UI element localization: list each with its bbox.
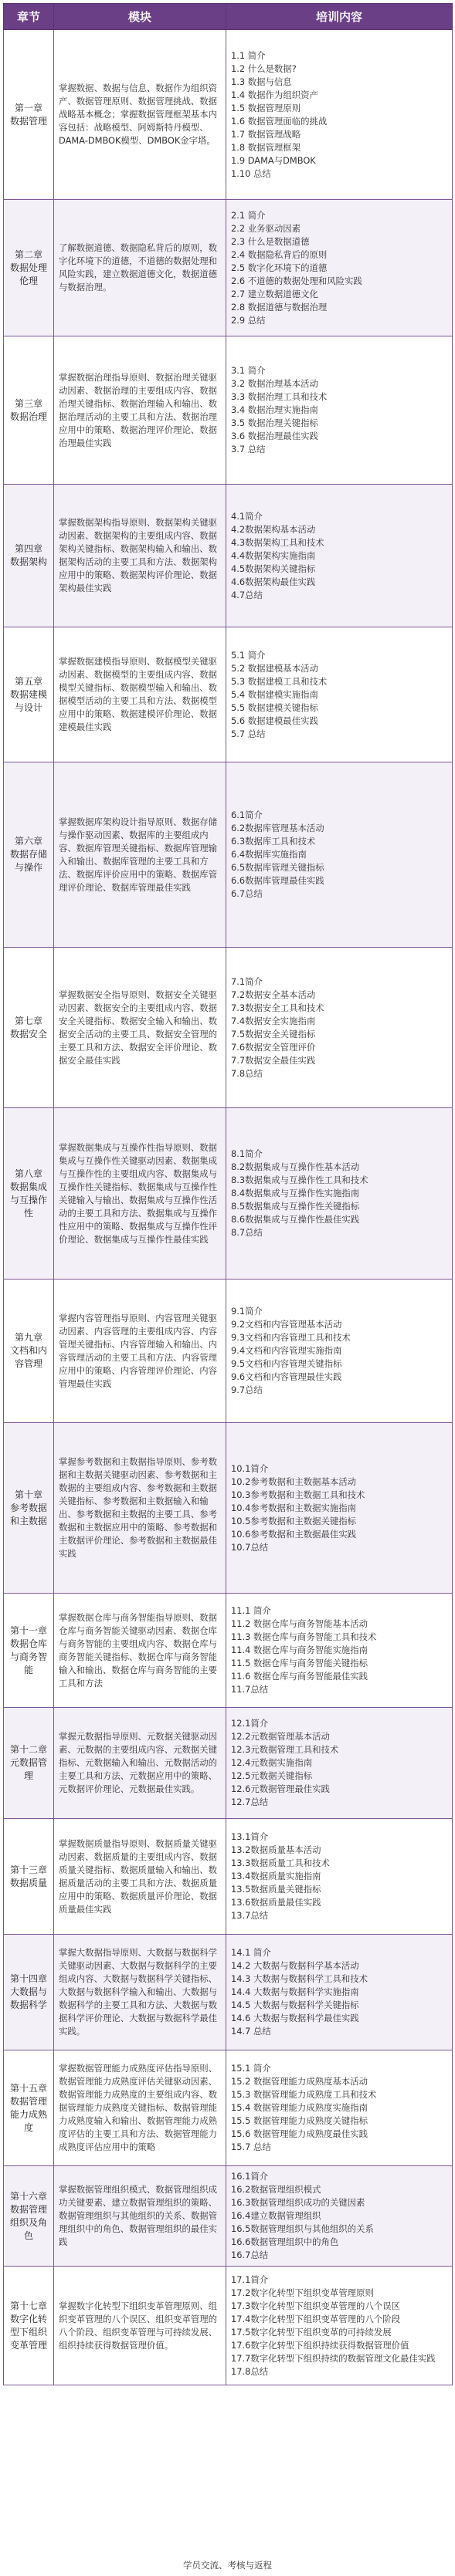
content-item: 7.4数据安全实施指南 [231,1015,316,1026]
table-body [4,30,453,2385]
content-item: 7.1简介 [231,975,263,987]
content-item: 6.2数据库管理基本活动 [231,823,324,833]
content-item: 1.10 总结 [231,167,271,179]
content-item: 9.5文档和内容管理关键指标 [231,1358,342,1369]
content-item: 1.1 简介 [231,49,266,61]
content-item: 11.3 数据仓库与商务智能工具和技术 [231,1631,377,1642]
chapter-line: 数据质量 [9,1877,47,1888]
content-item: 8.3数据集成与互操作性工具和技术 [231,1175,368,1185]
content-item: 7.7数据安全最佳实践 [231,1054,316,1066]
content-item: 8.7总结 [231,1227,263,1238]
content-item: 15.5 数据管理能力成熟度关键指标 [231,2115,368,2126]
content-item: 7.2数据安全基本活动 [231,989,316,1000]
chapter-line: 第九章 [14,1332,42,1343]
content-item: 7.8总结 [231,1067,263,1079]
content-item: 6.5数据库管理关键指标 [231,862,324,873]
chapter-line: 型下组织 [9,2326,47,2338]
content-item: 8.2数据集成与互操作性基本活动 [231,1161,360,1172]
module-cell: 掌握数据质量指导原则、数据质量关键驱动因素、数据质量的主要组成内容、数据质量关键指标、数据质量输入和输出、数据质量活动的主要工具和方法、数据质量应用中的策略、数据质量评价理论、数据质量最佳实践 [54,1819,226,1935]
content-item: 17.6数字化转型下组织持续获得数据管理价值 [231,2339,409,2351]
module-cell: 掌握数据库架构设计指导原则、数据存储与操作驱动因素、数据库的主要组成内容、数据库管理关键指标、数据库管理输入和输出、数据库管理的主要工具和方法、数据库评价应用中的策略、数据库管理评价理论、数据库管理最佳实践 [54,762,226,948]
module-cell: 掌握数据集成与互操作性指导原则、数据集成与互操作性关键驱动因素、数据集成与互操作性的主要组成内容、数据集成与互操作性关键指标、数据集成与互操作性关键输入与输出、数据集成与互操作性活动的主要工具和方法、数据集成与互操作性应用中的策略、数据集成与互操作性评价理论、数据集成与互操作性最佳实践 [54,1108,226,1280]
content-item: 2.2 业务驱动因素 [231,222,301,234]
content-item: 2.3 什么是数据道德 [231,235,310,247]
chapter-cell [4,2267,54,2385]
content-item: 10.2参考数据和主数据基本活动 [231,1476,357,1487]
content-item: 10.3参考数据和主数据工具和技术 [231,1489,365,1500]
content-item: 12.1简介 [231,1718,269,1729]
content-item: 12.7总结 [231,1797,269,1807]
chapter-cell [4,948,54,1108]
content-item: 17.8总结 [231,2365,269,2377]
training-table [3,3,453,2385]
content-item: 3.6 数据治理最佳实践 [231,431,318,441]
content-item: 2.9 总结 [231,314,266,326]
table-row [4,1935,453,2050]
content-item: 11.1 简介 [231,1605,271,1616]
content-item: 2.8 数据道德与数据治理 [231,301,328,313]
content-item: 13.7总结 [231,1910,269,1921]
chapter-line: 能 [23,1664,33,1675]
table-row [4,2267,453,2385]
content-item: 16.7总结 [231,2250,269,2260]
content-item: 4.6数据架构最佳实践 [231,576,316,587]
content-item: 17.1简介 [231,2273,269,2285]
chapter-cell [4,1708,54,1819]
table-row [4,1819,453,1935]
content-item: 11.6 数据仓库与商务智能最佳实践 [231,1671,368,1682]
content-item: 12.6元数据管理最佳实践 [231,1783,330,1794]
chapter-line: 第十一章 [9,1624,47,1636]
table-row [4,2166,453,2267]
content-cell [226,1280,453,1423]
chapter-cell [4,336,54,485]
module-cell: 掌握参考数据和主数据指导原则、参考数据和主数据关键驱动因素、参考数据和主数据的主要组成内容、参考数据和主数据关键指标、参考数据和主数据输入和输出、参考数据和主数据的主要工具、参考数据和主数据应用中的策略、参考数据和主数据评价理论、参考数据和主数据最佳实践 [54,1423,226,1594]
table-row [4,485,453,627]
content-item: 10.7总结 [231,1541,269,1553]
content-cell [226,1935,453,2050]
content-item: 10.5参考数据和主数据关键指标 [231,1515,357,1526]
module-cell: 掌握数据仓库与商务智能指导原则、数据仓库与商务智能关键驱动因素、数据仓库与商务智能的主要组成内容、数据仓库与商务智能关键指标、数据仓库与商务智能输入和输出、数据仓库与商务智能的主要工具和方法 [54,1594,226,1708]
content-item: 4.7总结 [231,589,263,600]
content-item: 9.3文档和内容管理工具和技术 [231,1332,351,1343]
chapter-cell [4,627,54,762]
content-item: 11.4 数据仓库与商务智能实施指南 [231,1645,368,1655]
content-item: 3.1 简介 [231,365,266,376]
chapter-line: 度 [23,2121,33,2133]
chapter-line: 伦理 [19,275,38,286]
content-item: 15.7 总结 [231,2142,271,2152]
content-item: 16.4建立数据管理组织 [231,2210,321,2221]
chapter-line: 色 [23,2229,33,2241]
chapter-cell [4,2050,54,2166]
chapter-cell [4,2166,54,2267]
table-row [4,30,453,200]
content-item: 13.6数据质量最佳实践 [231,1897,321,1908]
content-item: 11.7总结 [231,1684,269,1695]
chapter-line: 数据科学 [9,2000,47,2010]
content-item: 16.2数据管理组织模式 [231,2184,321,2195]
content-item: 15.3 数据管理能力成熟度工具和技术 [231,2089,377,2100]
chapter-line: 文档和内 [9,1345,47,1356]
content-item: 9.7总结 [231,1384,263,1395]
module-cell: 掌握数据安全指导原则、数据安全关键驱动因素、数据安全的主要组成内容、数据安全关键指标、数据安全输入和输出、数据安全活动的主要工具、数据安全管理的主要工具和方法、数据安全评价理论、数据安全最佳实践 [54,948,226,1108]
content-item: 3.2 数据治理基本活动 [231,378,318,389]
chapter-line: 数据治理 [9,411,47,422]
content-item: 9.4文档和内容管理实施指南 [231,1345,342,1356]
chapter-line: 数据架构 [9,556,47,567]
chapter-line: 数据建模 [9,688,47,700]
table-header-row [4,4,453,30]
chapter-line: 第十章 [14,1489,42,1500]
table-row [4,762,453,948]
content-item: 3.3 数据治理工具和技术 [231,391,328,402]
chapter-line: 数据安全 [9,1028,47,1040]
table-row [4,1594,453,1708]
chapter-line: 第十六章 [9,2190,47,2202]
content-item: 2.5 数字化环境下的道德 [231,262,328,273]
content-item: 9.2文档和内容管理基本活动 [231,1319,342,1330]
chapter-line: 和主数据 [9,1515,47,1526]
content-item: 5.7 总结 [231,728,266,739]
content-item: 3.4 数据治理实施指南 [231,404,318,415]
content-item: 17.4数字化转型下组织变革管理的八个阶段 [231,2313,401,2324]
header-module: 模块 [54,4,226,30]
content-item: 3.5 数据治理关键指标 [231,418,318,428]
module-cell: 掌握数据治理指导原则、数据治理关键驱动因素、数据治理的主要组成内容、数据治理关键指标、数据治理输入和输出、数据治理活动的主要工具和方法、数据治理应用中的策略、数据治理评价理论、数据治理最佳实践 [54,336,226,485]
content-cell [226,2166,453,2267]
chapter-cell [4,1819,54,1935]
chapter-line: 第六章 [14,836,42,847]
module-cell: 掌握数据建模指导原则、数据模型关键驱动因素、数据模型的主要组成内容、数据模型关键指标、数据模型输入和输出、数据模型活动的主要工具和方法、数据模型应用中的策略、数据建模评价理论、数据建模最佳实践 [54,627,226,762]
chapter-line: 第五章 [14,675,42,687]
content-item: 16.1简介 [231,2171,269,2182]
content-item: 5.2 数据建模基本活动 [231,662,318,674]
content-cell [226,762,453,948]
content-item: 13.1简介 [231,1831,269,1842]
chapter-line: 数据管理 [9,115,47,127]
content-item: 1.7 数据管理战略 [231,128,301,140]
content-item: 5.6 数据建模最佳实践 [231,715,318,726]
content-item: 15.6 数据管理能力成熟度最佳实践 [231,2128,368,2139]
module-cell: 掌握数字化转型下组织变革管理原则、组织变革管理的八个误区、组织变革管理的八个阶段、组织变革管理与可持续发展、组织持续获得数据管理价值。 [54,2267,226,2385]
content-item: 3.7 总结 [231,444,266,455]
chapter-line: 数据管理 [9,2203,47,2215]
chapter-cell [4,30,54,200]
content-item: 17.5数字化转型下组织变革的可持续发展 [231,2326,392,2338]
content-item: 7.5数据安全关键指标 [231,1028,316,1040]
chapter-cell [4,1935,54,2050]
content-item: 8.4数据集成与互操作性实施指南 [231,1188,360,1198]
content-item: 2.7 建立数据道德文化 [231,288,318,299]
content-item: 2.4 数据隐私背后的原则 [231,248,328,260]
content-item: 8.1简介 [231,1148,263,1159]
chapter-line: 与操作 [14,862,42,873]
content-cell [226,2050,453,2166]
content-item: 14.5 大数据与数据科学关键指标 [231,2000,359,2010]
content-item: 10.6参考数据和主数据最佳实践 [231,1528,357,1540]
chapter-line: 组织及角 [9,2216,47,2228]
content-cell [226,1423,453,1594]
content-item: 16.5数据管理组织与其他组织的关系 [231,2223,374,2234]
content-item: 13.3数据质量工具和技术 [231,1858,330,1868]
content-item: 8.6数据集成与互操作性最佳实践 [231,1214,360,1225]
chapter-cell [4,1423,54,1594]
content-item: 12.4元数据实施指南 [231,1757,313,1768]
content-cell [226,1819,453,1935]
content-item: 4.2数据架构基本活动 [231,523,316,535]
chapter-line: 参考数据 [9,1502,47,1513]
chapter-line: 第十五章 [9,2082,47,2094]
content-item: 7.3数据安全工具和技术 [231,1002,324,1013]
table-row [4,1108,453,1280]
module-cell: 掌握数据管理组织模式、数据管理组织成功关键要素、建立数据管理组织的策略、数据管理组织与其他组织的关系、数据管理组织中的角色、数据管理组织的最佳实践 [54,2166,226,2267]
content-item: 17.2数字化转型下组织变革管理原则 [231,2287,374,2298]
chapter-line: 元数据管 [9,1757,47,1768]
chapter-line: 数据集成 [9,1181,47,1192]
chapter-line: 数据处理 [9,262,47,273]
chapter-line: 与设计 [14,701,42,713]
content-item: 11.5 数据仓库与商务智能关键指标 [231,1658,368,1668]
content-item: 13.5数据质量关键指标 [231,1884,321,1895]
content-item: 1.3 数据与信息 [231,76,292,87]
footer-note: 学员交流、考核与返程 [183,2560,272,2571]
table-row [4,336,453,485]
content-item: 1.8 数据管理框架 [231,141,301,153]
chapter-line: 第四章 [14,543,42,554]
chapter-line: 能力成熟 [9,2108,47,2120]
chapter-cell [4,200,54,336]
content-item: 6.7总结 [231,888,263,899]
content-item: 16.6数据管理组织中的角色 [231,2236,339,2247]
module-cell: 掌握数据架构指导原则、数据架构关键驱动因素、数据架构的主要组成内容、数据架构关键指标、数据架构输入和输出、数据架构活动的主要工具和方法、数据架构应用中的策略、数据架构评价理论、数据架构最佳实践 [54,485,226,627]
content-item: 7.6数据安全管理评价 [231,1041,316,1053]
content-item: 8.5数据集成与互操作性关键指标 [231,1201,360,1212]
content-item: 1.9 DAMA与DMBOK [231,154,316,166]
content-item: 4.5数据架构关键指标 [231,563,316,574]
header-chapter: 章节 [4,4,54,30]
content-item: 9.6文档和内容管理最佳实践 [231,1371,342,1382]
content-item: 4.1简介 [231,510,263,522]
content-item: 14.3 大数据与数据科学工具和技术 [231,1973,368,1984]
content-item: 6.3数据库工具和技术 [231,836,316,847]
content-item: 10.1简介 [231,1462,269,1474]
content-item: 1.6 数据管理面临的挑战 [231,115,328,127]
chapter-line: 理 [23,1770,33,1781]
chapter-line: 第十三章 [9,1864,47,1875]
table-row [4,2050,453,2166]
chapter-cell [4,485,54,627]
table-row [4,948,453,1108]
module-cell: 了解数据道德、数据隐私背后的原则，数字化环境下的道德，不道德的数据处理和风险实践，建立数据道德文化，数据道德与数据治理。 [54,200,226,336]
content-item: 16.3数据管理组织成功的关键因素 [231,2197,365,2208]
content-item: 15.1 简介 [231,2063,271,2074]
chapter-line: 第八章 [14,1168,42,1179]
content-cell [226,485,453,627]
module-cell: 掌握大数据指导原则、大数据与数据科学关键驱动因素、大数据与数据科学的主要组成内容、大数据与数据科学关键指标、大数据与数据科学输入和输出、大数据与数据科学的主要工具和方法、大数据与数据科学评价理论、大数据与数据科学最佳实践。 [54,1935,226,2050]
content-item: 5.1 简介 [231,649,266,661]
content-item: 6.6数据库管理最佳实践 [231,875,324,886]
chapter-line: 数据存储 [9,849,47,860]
chapter-line: 数据仓库 [9,1638,47,1649]
module-cell: 掌握内容管理指导原则、内容管理关键驱动因素、内容管理的主要组成内容、内容管理关键指标、内容管理输入和输出、内容管理活动的主要工具和方法、内容管理应用中的策略、内容管理评价理论、内容管理最佳实践 [54,1280,226,1423]
content-item: 1.5 数据管理原则 [231,102,301,113]
chapter-line: 第三章 [14,397,42,409]
content-item: 12.3元数据管理工具和技术 [231,1744,339,1755]
content-cell [226,2267,453,2385]
chapter-line: 性 [23,1207,33,1219]
table-row [4,1280,453,1423]
content-item: 17.3数字化转型下组织变革管理的八个误区 [231,2300,401,2311]
chapter-line: 与商务智 [9,1651,47,1662]
content-item: 1.4 数据作为组织资产 [231,89,318,100]
content-item: 9.1简介 [231,1306,263,1317]
content-item: 14.1 简介 [231,1947,271,1958]
content-item: 5.3 数据建模工具和技术 [231,675,328,687]
content-cell [226,30,453,200]
chapter-cell [4,762,54,948]
table-row [4,1423,453,1594]
content-item: 13.2数据质量基本活动 [231,1844,321,1855]
content-cell [226,627,453,762]
content-item: 14.6 大数据与数据科学最佳实践 [231,2013,359,2023]
content-item: 2.1 简介 [231,209,266,221]
content-item: 2.6 不道德的数据处理和风险实践 [231,275,362,286]
content-item: 15.4 数据管理能力成熟度实施指南 [231,2102,368,2113]
content-item: 10.4参考数据和主数据实施指南 [231,1502,357,1513]
chapter-line: 数字化转 [9,2313,47,2324]
header-content: 培训内容 [226,4,453,30]
chapter-line: 第二章 [14,248,42,260]
module-cell: 掌握数据、数据与信息、数据作为组织资产、数据管理原则、数据管理挑战、数据战略基本概念；掌握数据管理框架基本内容包括：战略模型、阿姆斯特丹模型、DAMA-DMBOK模型、DMBOK金字塔。 [54,30,226,200]
table-row [4,1708,453,1819]
content-cell [226,1594,453,1708]
content-item: 4.3数据架构工具和技术 [231,536,324,548]
content-item: 5.5 数据建模关键指标 [231,701,318,713]
content-item: 1.2 什么是数据? [231,63,297,74]
content-item: 6.4数据库实施指南 [231,849,307,860]
chapter-line: 第一章 [14,102,42,113]
content-item: 5.4 数据建模实施指南 [231,688,318,700]
content-cell [226,1708,453,1819]
content-cell [226,1108,453,1280]
content-item: 12.5元数据关键指标 [231,1770,313,1781]
chapter-cell [4,1280,54,1423]
chapter-line: 第七章 [14,1015,42,1026]
content-item: 6.1简介 [231,810,263,820]
table-row [4,200,453,336]
chapter-cell [4,1108,54,1280]
content-item: 14.7 总结 [231,2026,271,2037]
chapter-line: 第十四章 [9,1973,47,1984]
content-item: 11.2 数据仓库与商务智能基本活动 [231,1618,368,1629]
content-item: 15.2 数据管理能力成熟度基本活动 [231,2076,368,2087]
chapter-line: 第十七章 [9,2300,47,2311]
chapter-line: 容管理 [14,1358,42,1369]
content-item: 4.4数据架构实施指南 [231,549,316,561]
chapter-line: 第十二章 [9,1744,47,1755]
module-cell: 掌握数据管理能力成熟度评估指导原则、数据管理能力成熟度评估关键驱动因素、数据管理能力成熟度的主要组成内容、数据管理能力成熟度关键指标、数据管理能力成熟度输入和输出、数据管理能力成熟度评估的主要工具和方法、数据管理能力成熟度评估应用中的策略 [54,2050,226,2166]
chapter-line: 与互操作 [9,1194,47,1205]
content-item: 12.2元数据管理基本活动 [231,1731,330,1742]
chapter-line: 大数据与 [9,1986,47,1997]
content-item: 14.2 大数据与数据科学基本活动 [231,1960,359,1971]
content-cell [226,948,453,1108]
table-row [4,627,453,762]
module-cell: 掌握元数据指导原则、元数据关键驱动因素、元数据的主要组成内容、元数据关键指标、元数据输入和输出、元数据活动的主要工具和方法、元数据应用中的策略、元数据评价理论、元数据最佳实践。 [54,1708,226,1819]
content-cell [226,200,453,336]
chapter-line: 数据管理 [9,2095,47,2107]
content-item: 14.4 大数据与数据科学实施指南 [231,1986,359,1997]
content-item: 17.7数字化转型下组织持续的数据管理文化最佳实践 [231,2352,436,2364]
chapter-cell [4,1594,54,1708]
chapter-line: 变革管理 [9,2339,47,2351]
content-item: 13.4数据质量实施指南 [231,1871,321,1881]
content-cell [226,336,453,485]
